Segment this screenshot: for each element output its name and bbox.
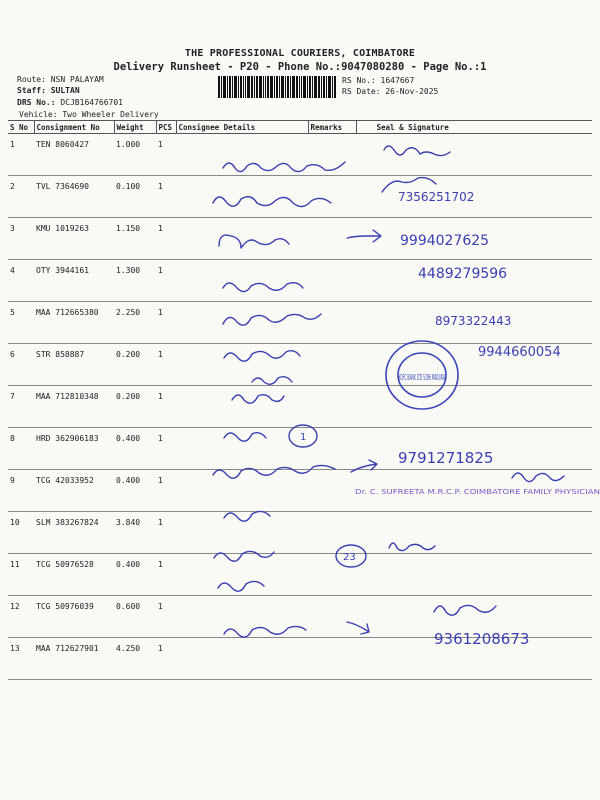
row-pcs: 1	[156, 512, 176, 554]
row-remarks	[308, 428, 356, 470]
table-row	[8, 386, 592, 428]
row-weight: 3.840	[114, 512, 156, 554]
row-signature	[356, 470, 592, 512]
row-consignment: MAA 712665380	[34, 302, 114, 344]
row-signature	[356, 218, 592, 260]
row-pcs: 1	[156, 218, 176, 260]
row-consignment: TCG 50976039	[34, 596, 114, 638]
row-pcs: 1	[156, 386, 176, 428]
row-pcs: 1	[156, 470, 176, 512]
row-sno: 12	[8, 596, 34, 638]
rs-no-value: 1647667	[380, 76, 415, 85]
runsheet-title: Delivery Runsheet - P20 - Phone No.:9047080280 - Page No.:1	[113, 61, 487, 73]
table-header-row	[8, 121, 592, 134]
row-consignee	[176, 176, 308, 218]
phone-note-3: 9994027625	[400, 233, 490, 249]
vehicle-label: Vehicle:	[19, 110, 58, 119]
row-sno: 13	[8, 638, 34, 680]
row-signature	[356, 260, 592, 302]
row-signature	[356, 134, 592, 176]
col-consignment: Consignment No	[34, 121, 114, 134]
phone-note-6: 9944660054	[478, 345, 561, 360]
barcode	[218, 76, 336, 98]
row-sno: 5	[8, 302, 34, 344]
row-sno: 11	[8, 554, 34, 596]
route-value: NSN PALAYAM	[50, 75, 104, 84]
row-consignee	[176, 134, 308, 176]
circled-mark-1-text: 1	[300, 432, 307, 443]
row-remarks	[308, 344, 356, 386]
doctor-stamp-text: Dr. C. SUFREETA M.R.C.P. COIMBATORE FAMILY PHYSICIAN	[355, 488, 600, 496]
rs-no-line	[342, 76, 414, 86]
row-pcs: 1	[156, 260, 176, 302]
col-signature: Seal & Signature	[356, 121, 592, 134]
phone-note-4: 4489279596	[418, 266, 508, 282]
row-weight: 0.200	[114, 344, 156, 386]
route-line	[17, 75, 104, 85]
vehicle-line	[19, 110, 159, 120]
row-weight: 0.200	[114, 386, 156, 428]
row-remarks	[308, 596, 356, 638]
circled-mark-23-text: 23	[343, 552, 356, 563]
row-consignee	[176, 596, 308, 638]
row-signature	[356, 176, 592, 218]
row-signature	[356, 554, 592, 596]
row-consignee	[176, 428, 308, 470]
row-consignee	[176, 386, 308, 428]
col-consignee: Consignee Details	[176, 121, 308, 134]
row-weight: 1.000	[114, 134, 156, 176]
row-consignee	[176, 302, 308, 344]
phone-note-2: 7356251702	[398, 190, 475, 204]
rs-date-line	[342, 87, 438, 97]
row-consignment: MAA 712810348	[34, 386, 114, 428]
drs-label: DRS No.:	[17, 98, 56, 107]
table-row	[8, 470, 592, 512]
table-row	[8, 344, 592, 386]
row-consignee	[176, 638, 308, 680]
row-consignee	[176, 470, 308, 512]
row-pcs: 1	[156, 134, 176, 176]
row-remarks	[308, 218, 356, 260]
row-remarks	[308, 260, 356, 302]
row-sno: 10	[8, 512, 34, 554]
row-consignee	[176, 554, 308, 596]
row-weight: 2.250	[114, 302, 156, 344]
row-pcs: 1	[156, 176, 176, 218]
row-pcs: 1	[156, 344, 176, 386]
row-remarks	[308, 470, 356, 512]
table-row	[8, 302, 592, 344]
row-pcs: 1	[156, 638, 176, 680]
row-consignment: SLM 383267824	[34, 512, 114, 554]
col-remarks: Remarks	[308, 121, 356, 134]
table-row	[8, 134, 592, 176]
table-row	[8, 260, 592, 302]
row-sno: 8	[8, 428, 34, 470]
col-pcs: PCS	[156, 121, 176, 134]
drs-line	[17, 98, 123, 108]
row-weight: 0.400	[114, 470, 156, 512]
table-row	[8, 428, 592, 470]
row-signature	[356, 302, 592, 344]
row-signature	[356, 386, 592, 428]
row-consignee	[176, 218, 308, 260]
row-weight: 0.400	[114, 428, 156, 470]
staff-value: SULTAN	[50, 86, 80, 95]
row-remarks	[308, 176, 356, 218]
route-label: Route:	[17, 75, 46, 84]
row-remarks	[308, 554, 356, 596]
phone-note-9: 9791271825	[398, 449, 494, 467]
row-signature	[356, 428, 592, 470]
row-consignment: MAA 712627901	[34, 638, 114, 680]
row-consignment: TCG 50976528	[34, 554, 114, 596]
row-sno: 2	[8, 176, 34, 218]
rs-no-label: RS No.:	[342, 76, 376, 85]
row-weight: 0.600	[114, 596, 156, 638]
row-consignment: OTY 3944161	[34, 260, 114, 302]
row-consignment: KMU 1019263	[34, 218, 114, 260]
company-title: THE PROFESSIONAL COURIERS, COIMBATORE	[184, 48, 416, 59]
row-pcs: 1	[156, 554, 176, 596]
row-pcs: 1	[156, 596, 176, 638]
row-weight: 1.300	[114, 260, 156, 302]
row-weight: 0.400	[114, 554, 156, 596]
row-consignment: STR 858887	[34, 344, 114, 386]
runsheet-table-wrap	[8, 120, 592, 680]
row-pcs: 1	[156, 428, 176, 470]
table-row	[8, 512, 592, 554]
row-consignee	[176, 512, 308, 554]
rs-date-label: RS Date:	[342, 87, 381, 96]
row-sno: 7	[8, 386, 34, 428]
row-remarks	[308, 302, 356, 344]
row-remarks	[308, 638, 356, 680]
table-row	[8, 218, 592, 260]
table-row	[8, 596, 592, 638]
table-row	[8, 176, 592, 218]
row-consignment: TVL 7364690	[34, 176, 114, 218]
col-sno: S No	[8, 121, 34, 134]
phone-note-13: 9361208673	[434, 630, 530, 648]
table-row	[8, 554, 592, 596]
row-consignment: TEN 8060427	[34, 134, 114, 176]
row-consignee	[176, 344, 308, 386]
col-weight: Weight	[114, 121, 156, 134]
row-signature	[356, 512, 592, 554]
row-remarks	[308, 386, 356, 428]
staff-line	[17, 86, 80, 96]
row-sno: 9	[8, 470, 34, 512]
row-signature	[356, 596, 592, 638]
row-consignee	[176, 260, 308, 302]
table-row	[8, 638, 592, 680]
row-sno: 1	[8, 134, 34, 176]
row-remarks	[308, 134, 356, 176]
row-signature	[356, 638, 592, 680]
bank-stamp-text: HDFC BANK LTD 5286 MADURAI	[398, 373, 446, 382]
phone-note-5: 8973322443	[435, 314, 512, 328]
row-sno: 4	[8, 260, 34, 302]
row-pcs: 1	[156, 302, 176, 344]
row-consignment: HRD 362906183	[34, 428, 114, 470]
row-weight: 0.100	[114, 176, 156, 218]
drs-value: DCJB164766701	[60, 98, 123, 107]
staff-label: Staff:	[17, 86, 46, 95]
rs-date-value: 26-Nov-2025	[385, 87, 439, 96]
row-weight: 4.250	[114, 638, 156, 680]
runsheet-table	[8, 120, 592, 680]
row-signature	[356, 344, 592, 386]
row-consignment: TCG 42033952	[34, 470, 114, 512]
row-sno: 3	[8, 218, 34, 260]
row-remarks	[308, 512, 356, 554]
row-weight: 1.150	[114, 218, 156, 260]
vehicle-value: Two Wheeler Delivery	[62, 110, 159, 119]
row-sno: 6	[8, 344, 34, 386]
